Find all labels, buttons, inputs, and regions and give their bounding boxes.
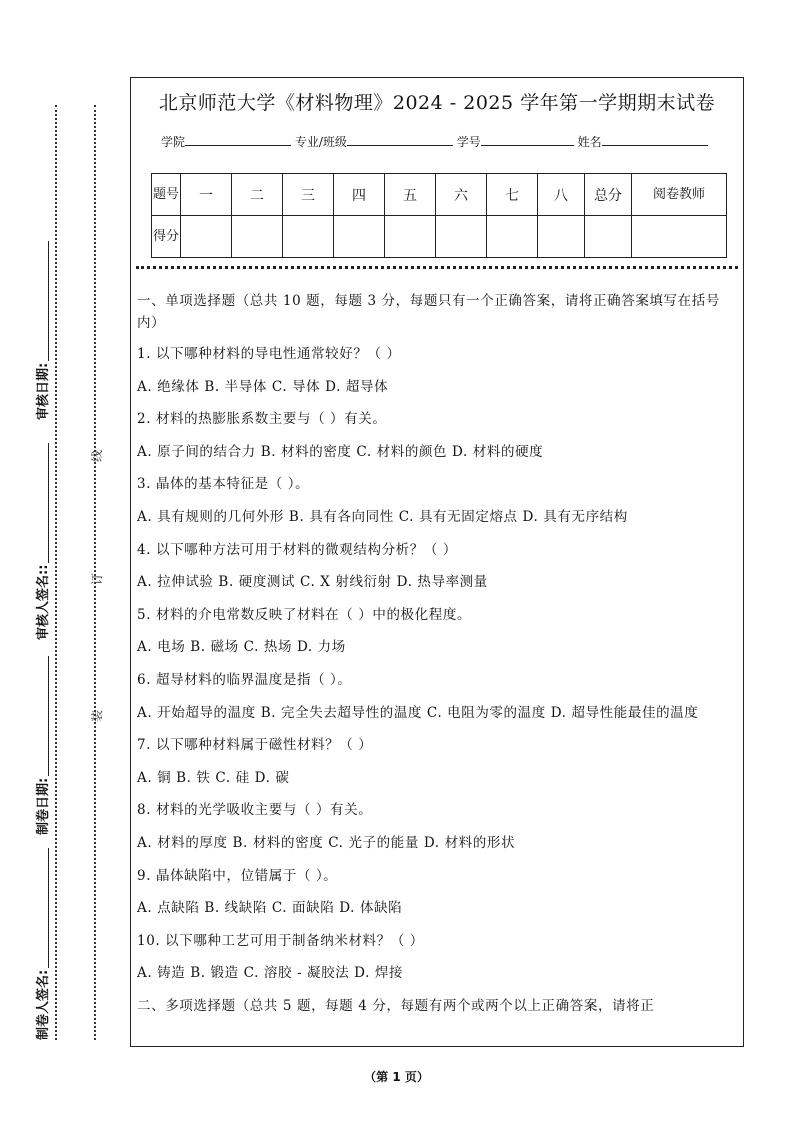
binding-dotted-line-outer — [55, 105, 57, 1040]
question-options: A. 拉伸试验 B. 硬度测试 C. X 射线衍射 D. 热导率测量 — [137, 574, 488, 591]
col-header: 七 — [487, 174, 538, 216]
col-header-total: 总分 — [585, 174, 632, 216]
question-options: A. 铸造 B. 锻造 C. 溶胶 - 凝胶法 D. 焊接 — [137, 965, 404, 982]
reviewer-date-blank[interactable] — [38, 241, 49, 361]
question: 6. 超导材料的临界温度是指（ ）。 — [137, 671, 352, 688]
question: 10. 以下哪种工艺可用于制备纳米材料？（ ） — [137, 932, 424, 949]
student-info-row — [161, 133, 708, 150]
question-options: A. 开始超导的温度 B. 完全失去超导性的温度 C. 电阻为零的温度 D. 超导性能最佳的温度 — [137, 704, 699, 721]
maker-signature-blank[interactable] — [38, 848, 49, 968]
reviewer-signature-blank[interactable] — [38, 443, 49, 563]
score-cell[interactable] — [385, 216, 436, 258]
question: 3. 晶体的基本特征是（ ）。 — [137, 476, 310, 493]
cut-mark-line: 线 — [90, 449, 104, 462]
college-label: 学院 — [161, 135, 186, 149]
major-class-label: 专业/班级 — [294, 135, 347, 149]
exam-frame — [130, 77, 744, 1047]
question-options: A. 点缺陷 B. 线缺陷 C. 面缺陷 D. 体缺陷 — [137, 900, 403, 917]
question-options: A. 原子间的结合力 B. 材料的密度 C. 材料的颜色 D. 材料的硬度 — [137, 443, 544, 460]
score-cell[interactable] — [487, 216, 538, 258]
score-cell-total[interactable] — [585, 216, 632, 258]
score-cell[interactable] — [181, 216, 232, 258]
question-content — [137, 290, 739, 1026]
col-header: 五 — [385, 174, 436, 216]
student-id-field[interactable] — [481, 134, 574, 146]
name-field[interactable] — [602, 134, 708, 146]
question-options: A. 电场 B. 磁场 C. 热场 D. 力场 — [137, 639, 346, 656]
reviewer-signature-label: 审核人签名:: — [32, 443, 51, 640]
major-class-field[interactable] — [347, 134, 453, 146]
score-table-score-row — [152, 216, 727, 258]
maker-date-label: 制卷日期: — [32, 656, 51, 835]
col-header: 二 — [232, 174, 283, 216]
col-header: 三 — [283, 174, 334, 216]
dotted-separator — [136, 266, 738, 269]
cut-mark-bind: 订 — [90, 572, 104, 585]
name-label: 姓名 — [577, 135, 602, 149]
score-cell[interactable] — [334, 216, 385, 258]
cut-mark-install: 装 — [90, 709, 104, 722]
maker-date-blank[interactable] — [38, 656, 49, 776]
maker-signature-label: 制卷人签名: — [32, 848, 51, 1040]
question: 2. 材料的热膨胀系数主要与（ ）有关。 — [137, 411, 387, 428]
question: 4. 以下哪种方法可用于材料的微观结构分析？（ ） — [137, 541, 457, 558]
section2-heading: 二、多项选择题（总共 5 题，每题 4 分，每题有两个或两个以上正确答案，请将正 — [137, 997, 655, 1014]
col-header: 一 — [181, 174, 232, 216]
col-header: 四 — [334, 174, 385, 216]
score-cell[interactable] — [283, 216, 334, 258]
question: 5. 材料的介电常数反映了材料在（ ）中的极化程度。 — [137, 606, 472, 623]
question: 1. 以下哪种材料的导电性通常较好？（ ） — [137, 346, 401, 362]
reviewer-date-label: 审核日期: — [32, 241, 51, 420]
question: 7. 以下哪种材料属于磁性材料？（ ） — [137, 737, 373, 754]
exam-title: 北京师范大学《材料物理》2024 - 2025 学年第一学期期末试卷 — [158, 92, 716, 114]
question: 9. 晶体缺陷中，位错属于（ ）。 — [137, 867, 338, 884]
score-table — [151, 173, 727, 258]
question: 8. 材料的光学吸收主要与（ ）有关。 — [137, 802, 373, 819]
score-label: 得分 — [152, 216, 181, 258]
col-header: 八 — [538, 174, 585, 216]
question-options: A. 绝缘体 B. 半导体 C. 导体 D. 超导体 — [137, 378, 389, 395]
score-cell[interactable] — [538, 216, 585, 258]
question-options: A. 具有规则的几何外形 B. 具有各向同性 C. 具有无固定熔点 D. 具有无序结构 — [137, 508, 628, 525]
question-options: A. 铜 B. 铁 C. 硅 D. 碳 — [137, 769, 290, 786]
score-cell[interactable] — [436, 216, 487, 258]
section1-heading: 一、单项选择题（总共 10 题，每题 3 分，每题只有一个正确答案，请将正确答案填写在括号内） — [137, 293, 720, 331]
question-options: A. 材料的厚度 B. 材料的密度 C. 光子的能量 D. 材料的形状 — [137, 834, 516, 851]
student-id-label: 学号 — [456, 135, 481, 149]
college-field[interactable] — [185, 134, 291, 146]
question-number-label: 题号 — [152, 174, 181, 216]
grader-cell[interactable] — [632, 216, 727, 258]
score-cell[interactable] — [232, 216, 283, 258]
score-table-header-row — [152, 174, 727, 216]
page-number: （第 1 页） — [364, 1070, 429, 1084]
col-header: 六 — [436, 174, 487, 216]
grader-label: 阅卷教师 — [632, 174, 727, 216]
